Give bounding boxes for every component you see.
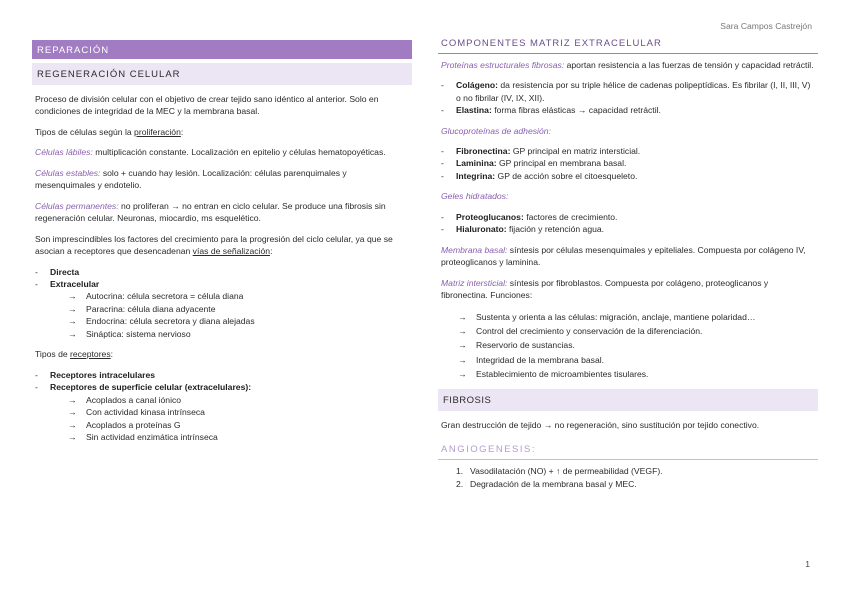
list-item: → Control del crecimiento y conservación de la diferenciación. — [458, 325, 818, 337]
list-item: → Sustenta y orienta a las células: migración, anclaje, mantiene polaridad… — [458, 311, 818, 323]
list-item: - Directa — [35, 266, 409, 278]
surface-receptor-sublist — [68, 394, 409, 444]
list-item: → Endocrina: célula secretora y diana alejadas — [68, 315, 409, 327]
list-item: - Laminina: GP principal en membrana basal. — [441, 157, 815, 169]
list-item: 2. Degradación de la membrana basal y MEC. — [456, 478, 637, 489]
receptor-types-heading: Tipos de receptores: — [35, 349, 114, 360]
list-item: - Extracelular → Autocrina: célula secretora = célula diana → Paracrina: célula diana adyacente → Endocrina: célula secretora y diana alejadas → Sináptica: sistema nervioso — [35, 278, 409, 340]
structural-proteins: Proteínas estructurales fibrosas: aportan resistencia a las fuerzas de tensión y capacidad retráctil. — [441, 59, 814, 70]
adhesion-glycoproteins-label: Glucoproteínas de adhesión: — [441, 125, 551, 136]
left-column — [32, 40, 412, 443]
list-item: 1. Vasodilatación (NO) + ↑ de permeabilidad (VEGF). — [456, 466, 663, 477]
interstitial-matrix: Matriz intersticial: síntesis por fibroblastos. Compuesta por colágeno, proteoglicanos y fibronectina. Funciones: — [441, 277, 769, 301]
right-column — [438, 37, 818, 490]
list-item: - Receptores intracelulares — [35, 369, 409, 381]
list-item: → Establecimiento de microambientes tisulares. — [458, 368, 818, 380]
structural-list — [441, 79, 815, 116]
list-item: → Autocrina: célula secretora = célula diana — [68, 290, 409, 302]
glycoprotein-list — [441, 145, 815, 182]
list-item: - Colágeno: da resistencia por su triple hélice de cadenas polipeptídicas. Es fibrilar (I, II, III, V) o no fibrilar (IV, IX, XII). — [441, 79, 815, 104]
basal-membrane: Membrana basal: síntesis por células mesenquimales y epiteliales. Compuesta por colágeno IV, proteoglicanos y laminina. — [441, 244, 806, 268]
stable-cells: Células estables: solo + cuando hay lesión. Localización: células parenquimales y mesenquimales y endotelio. — [35, 167, 347, 191]
author-name: Sara Campos Castrejón — [720, 21, 812, 31]
list-item: → Sináptica: sistema nervioso — [68, 328, 409, 340]
angiogenesis-list — [456, 465, 818, 490]
fibrosis-text: Gran destrucción de tejido → no regeneración, sino sustitución por tejido conectivo. — [441, 419, 760, 430]
signaling-list — [35, 266, 409, 341]
list-item: → Sin actividad enzimática intrínseca — [68, 431, 409, 443]
list-item: - Receptores de superficie celular (extracelulares): → Acoplados a canal iónico → Con actividad kinasa intrínseca → Acoplados a proteínas G → Sin actividad enzimática intrínseca — [35, 381, 409, 443]
list-item: → Acoplados a proteínas G — [68, 419, 409, 431]
matrix-functions-list — [458, 311, 818, 381]
permanent-cells: Células permanentes: no proliferan → no entran en ciclo celular. Se produce una fibrosis sin regeneración celular. Neuronas, miocardio, ms esquelético. — [35, 200, 386, 224]
intro-paragraph: Proceso de división celular con el objetivo de crear tejido sano idéntico al anterior. Solo en condiciones de integridad de la MEC y la membrana basal. — [35, 94, 379, 117]
list-item: → Con actividad kinasa intrínseca — [68, 406, 409, 418]
list-item: - Hialuronato: fijación y retención agua. — [441, 223, 815, 235]
gels-list — [441, 211, 815, 236]
extracellular-sublist — [68, 290, 409, 340]
list-item: - Elastina: forma fibras elásticas → capacidad retráctil. — [441, 104, 815, 116]
growth-factors-paragraph: Son imprescindibles los factores del crecimiento para la progresión del ciclo celular, ya que se asocian a receptores que desencadenan vías de señalización: — [35, 233, 393, 257]
list-item: → Paracrina: célula diana adyacente — [68, 303, 409, 315]
list-item: - Proteoglucanos: factores de crecimiento. — [441, 211, 815, 223]
hydrated-gels-label: Geles hidratados: — [441, 191, 509, 202]
list-item: → Acoplados a canal iónico — [68, 394, 409, 406]
angiogenesis-title: ANGIOGENESIS: — [438, 443, 818, 460]
page-number: 1 — [805, 559, 810, 569]
cell-types-heading: Tipos de células según la proliferación: — [35, 126, 184, 137]
labile-cells: Células lábiles: multiplicación constante. Localización en epitelio y células hematopoyéticas. — [35, 147, 386, 158]
subsection-title-regeneracion: REGENERACIÓN CELULAR — [32, 63, 412, 85]
section-title-reparacion: REPARACIÓN — [32, 40, 412, 59]
receptor-list — [35, 369, 409, 444]
list-item: - Integrina: GP de acción sobre el citoesqueleto. — [441, 170, 815, 182]
list-item: - Fibronectina: GP principal en matriz intersticial. — [441, 145, 815, 157]
matrix-components-title: COMPONENTES MATRIZ EXTRACELULAR — [438, 37, 818, 54]
list-item: → Reservorio de sustancias. — [458, 339, 818, 351]
fibrosis-title: FIBROSIS — [438, 389, 818, 411]
list-item: → Integridad de la membrana basal. — [458, 354, 818, 366]
